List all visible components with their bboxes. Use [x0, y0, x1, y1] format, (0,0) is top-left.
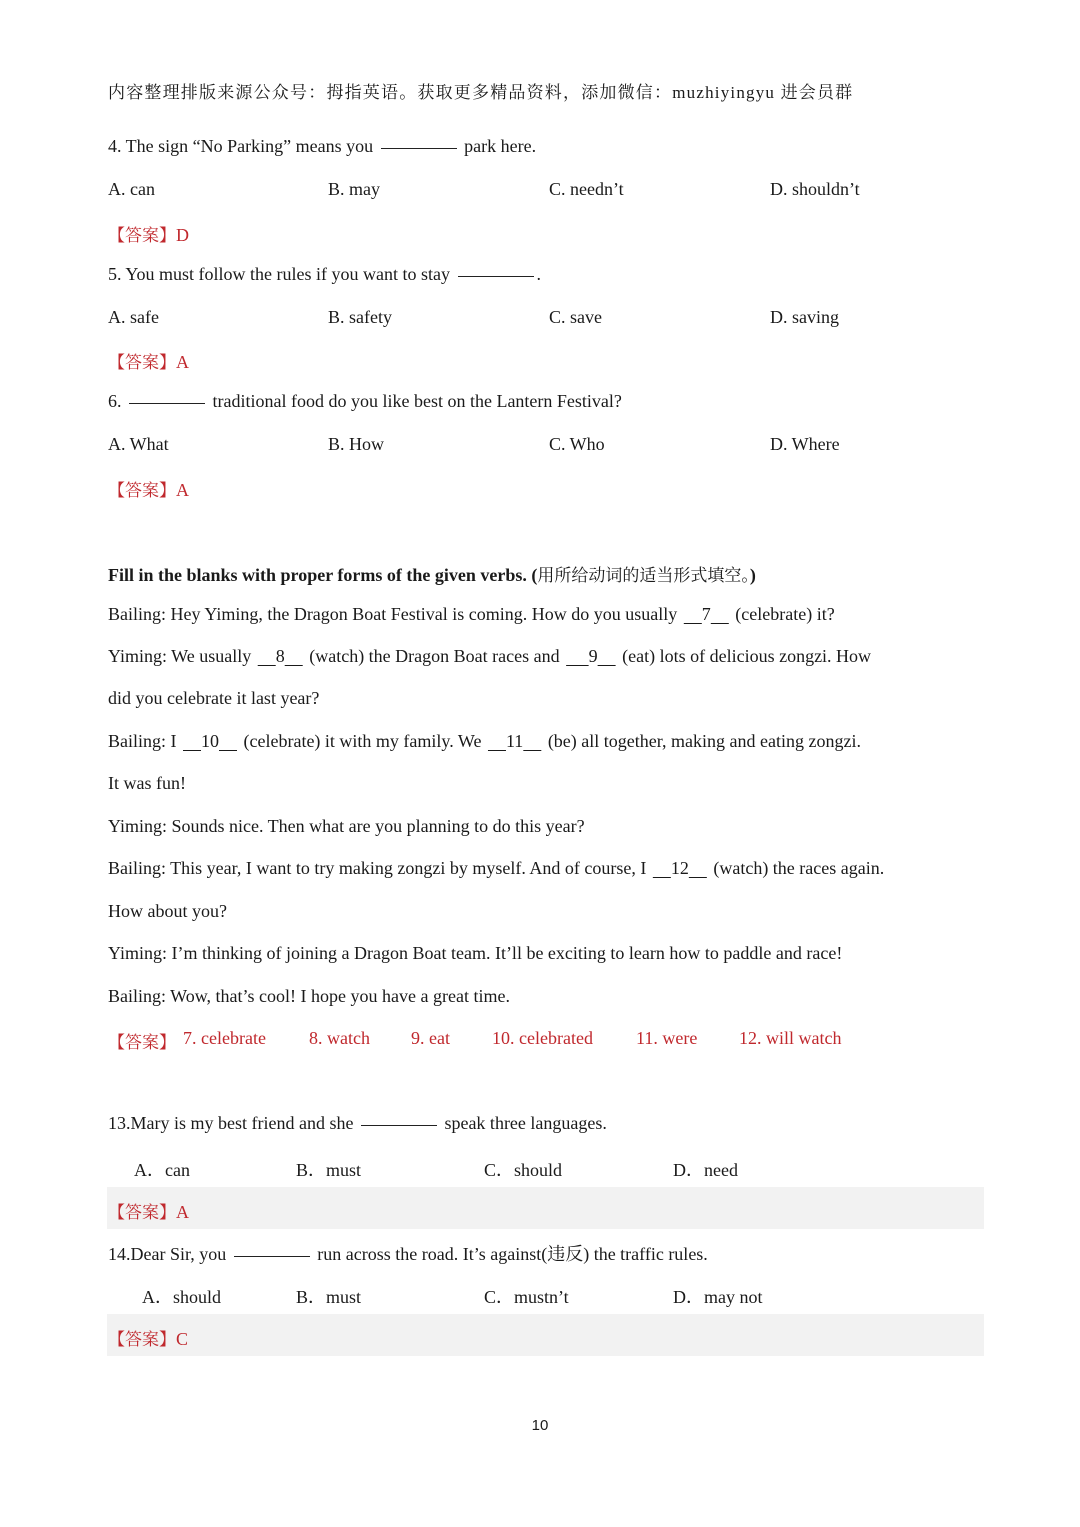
dialog-text: Yiming: We usually [108, 646, 252, 666]
answer-blank [381, 147, 457, 149]
answer-4 [108, 221, 189, 246]
answer-value: D [176, 225, 189, 245]
blank-number: 8 [275, 646, 285, 666]
blank-number: 7 [701, 604, 711, 624]
page-number: 10 [531, 1417, 549, 1434]
dialog-line: did you celebrate it last year? [108, 688, 320, 708]
answer-6 [108, 476, 189, 501]
option-b: B. How [328, 434, 385, 454]
answer-tag: 【答案】 [108, 1203, 176, 1223]
option-d: D. Where [770, 434, 840, 454]
option-d: D. shouldn’t [770, 179, 860, 199]
question-6 [108, 391, 622, 412]
question-13-text: 13.Mary is my best friend and she [108, 1113, 354, 1133]
answer-blank [129, 402, 205, 404]
option-d: D．may not [673, 1287, 763, 1307]
option-a: A. What [108, 434, 169, 454]
numbered-blank-10 [181, 731, 239, 752]
answer-blank [361, 1124, 437, 1126]
answer-value: A [176, 352, 189, 372]
blank-number: 9 [588, 646, 598, 666]
blank-number: 11 [505, 731, 524, 751]
option-b: B．must [296, 1160, 362, 1180]
question-14-text: 14.Dear Sir, you [108, 1244, 227, 1264]
numbered-blank-9 [564, 646, 618, 667]
question-4-text-end: park here. [464, 136, 537, 156]
dialog-text: Bailing: Hey Yiming, the Dragon Boat Festival is coming. How do you usually [108, 604, 678, 624]
option-a: A. safe [108, 307, 159, 327]
option-d: D．need [673, 1160, 738, 1180]
answer-13 [108, 1198, 189, 1223]
question-4-text: 4. The sign “No Parking” means you [108, 136, 374, 156]
answer-value: A [176, 1202, 189, 1222]
option-c: C. save [549, 307, 602, 327]
numbered-blank-8 [256, 646, 305, 667]
dialog-line [108, 646, 871, 667]
dialog-line: Yiming: Sounds nice. Then what are you planning to do this year? [108, 816, 585, 836]
section-title-cn: 用所给动词的适当形式填空。 [537, 566, 750, 586]
dialog-line: Bailing: Wow, that’s cool! I hope you have a great time. [108, 986, 510, 1006]
dialog-text: (celebrate) it? [735, 604, 835, 624]
question-6-number: 6. [108, 391, 122, 411]
answer-item: 12. will watch [739, 1028, 842, 1048]
answer-shade [107, 1187, 984, 1229]
dialog-line: It was fun! [108, 773, 186, 793]
question-5-text-end: . [536, 264, 541, 284]
question-14-text-end: run across the road. It’s against(违反) the traffic rules. [317, 1244, 708, 1264]
answer-tag: 【答案】 [108, 226, 176, 246]
dialog-line [108, 858, 884, 879]
answer-item: 8. watch [309, 1028, 370, 1048]
numbered-blank-7 [682, 604, 731, 625]
section-title-en: Fill in the blanks with proper forms of the given verbs. ( [108, 565, 538, 585]
answer-shade [107, 1314, 984, 1356]
option-d: D. saving [770, 307, 839, 327]
option-c: C. needn’t [549, 179, 624, 199]
numbered-blank-11 [486, 731, 543, 752]
question-5 [108, 264, 541, 285]
dialog-text: (watch) the Dragon Boat races and [309, 646, 560, 666]
answer-value: C [176, 1329, 189, 1349]
question-14 [108, 1240, 708, 1266]
dialog-line: Yiming: I’m thinking of joining a Dragon Boat team. It’ll be exciting to learn how to paddle and race! [108, 943, 843, 963]
dialog-text: Bailing: This year, I want to try making zongzi by myself. And of course, I [108, 858, 647, 878]
page-header: 内容整理排版来源公众号：拇指英语。获取更多精品资料，添加微信：muzhiyingyu 进会员群 [108, 83, 854, 102]
answer-blank [234, 1255, 310, 1257]
option-c: C．mustn’t [484, 1287, 569, 1307]
option-a: A．can [134, 1160, 190, 1180]
section-title-end: ) [749, 565, 756, 585]
question-5-text: 5. You must follow the rules if you want to stay [108, 264, 450, 284]
answer-14 [108, 1325, 188, 1350]
dialog-text: Bailing: I [108, 731, 177, 751]
option-a: A．should [142, 1287, 222, 1307]
dialog-line [108, 731, 861, 752]
dialog-text: (eat) lots of delicious zongzi. How [622, 646, 872, 666]
answer-blank [458, 275, 534, 277]
answer-item: 7. celebrate [183, 1028, 266, 1048]
blank-number: 10 [201, 731, 219, 751]
dialog-text: (be) all together, making and eating zongzi. [547, 731, 861, 751]
dialog-line [108, 604, 835, 625]
dialog-text: (watch) the races again. [713, 858, 885, 878]
option-a: A. can [108, 179, 155, 199]
answer-tag: 【答案】 [108, 353, 176, 373]
option-c: C. Who [549, 434, 605, 454]
answer-item: 11. were [636, 1028, 698, 1048]
numbered-blank-12 [651, 858, 709, 879]
dialog-answer-tag [108, 1028, 176, 1053]
answer-tag: 【答案】 [108, 1330, 176, 1350]
answer-item: 10. celebrated [492, 1028, 593, 1048]
answer-item: 9. eat [411, 1028, 450, 1048]
question-4 [108, 136, 536, 157]
dialog-line: How about you? [108, 901, 227, 921]
question-13-text-end: speak three languages. [444, 1113, 607, 1133]
blank-number: 12 [670, 858, 689, 878]
option-c: C．should [484, 1160, 563, 1180]
option-b: B. may [328, 179, 380, 199]
question-13 [108, 1113, 607, 1134]
question-6-text: traditional food do you like best on the Lantern Festival? [212, 391, 622, 411]
answer-tag: 【答案】 [108, 1033, 176, 1053]
answer-value: A [176, 480, 189, 500]
dialog-text: (celebrate) it with my family. We [243, 731, 482, 751]
answer-tag: 【答案】 [108, 481, 176, 501]
option-b: B．must [296, 1287, 362, 1307]
option-b: B. safety [328, 307, 392, 327]
answer-5 [108, 348, 189, 373]
section-title [108, 561, 756, 586]
